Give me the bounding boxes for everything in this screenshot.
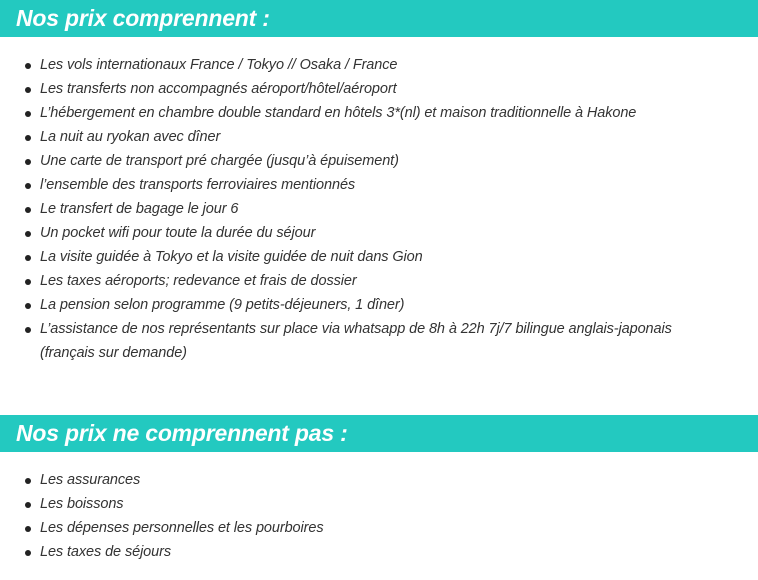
bullet-icon [25, 135, 31, 141]
bullet-icon [25, 550, 31, 556]
list-item-text: Une carte de transport pré chargée (jusqu’à épuisement) [40, 153, 399, 169]
list-item-text: Les taxes aéroports; redevance et frais de dossier [40, 273, 357, 289]
list-item-text: l’ensemble des transports ferroviaires mentionnés [40, 177, 356, 193]
bullet-icon [25, 303, 31, 309]
list-item [0, 516, 758, 540]
list-item [0, 53, 758, 77]
list-item-text: Le transfert de bagage le jour 6 [40, 201, 239, 217]
list-item-text: La visite guidée à Tokyo et la visite guidée de nuit dans Gion [40, 249, 423, 265]
list-item [0, 540, 758, 564]
list-item-text: La nuit au ryokan avec dîner [40, 129, 221, 145]
bullet-icon [25, 279, 31, 285]
bullet-icon [25, 159, 31, 165]
list-item [0, 149, 758, 173]
included-list [0, 53, 758, 365]
bullet-icon [25, 183, 31, 189]
list-item [0, 101, 758, 125]
bullet-icon [25, 327, 31, 333]
list-item-text: Les transferts non accompagnés aéroport/hôtel/aéroport [40, 81, 397, 97]
list-item-text: Les vols internationaux France / Tokyo // Osaka / France [40, 57, 398, 73]
excluded-list [0, 468, 758, 564]
list-item [0, 245, 758, 269]
bullet-icon [25, 111, 31, 117]
bullet-icon [25, 87, 31, 93]
bullet-icon [25, 63, 31, 69]
bullet-icon [25, 255, 31, 261]
list-item [0, 197, 758, 221]
list-item-text: Les taxes de séjours [40, 544, 171, 560]
list-item-text: La pension selon programme (9 petits-déjeuners, 1 dîner) [40, 297, 405, 313]
list-item [0, 317, 758, 365]
list-item [0, 125, 758, 149]
bullet-icon [25, 526, 31, 532]
bullet-icon [25, 231, 31, 237]
list-item-text: L’hébergement en chambre double standard en hôtels 3*(nl) et maison traditionnelle à Hakone [40, 105, 637, 121]
bullet-icon [25, 207, 31, 213]
included-section-title: Nos prix comprennent : [0, 0, 758, 37]
list-item [0, 77, 758, 101]
list-item-text: Les boissons [40, 496, 124, 512]
list-item [0, 293, 758, 317]
bullet-icon [25, 502, 31, 508]
excluded-section-title: Nos prix ne comprennent pas : [0, 415, 758, 452]
list-item [0, 269, 758, 293]
list-item [0, 492, 758, 516]
list-item-text: Les dépenses personnelles et les pourboires [40, 520, 324, 536]
list-item [0, 173, 758, 197]
bullet-icon [25, 478, 31, 484]
list-item-text: Un pocket wifi pour toute la durée du séjour [40, 225, 316, 241]
list-item [0, 468, 758, 492]
list-item-text: L’assistance de nos représentants sur place via whatsapp de 8h à 22h 7j/7 bilingue anglais-japonais (français sur demande) [40, 321, 672, 361]
list-item-text: Les assurances [40, 472, 141, 488]
list-item [0, 221, 758, 245]
